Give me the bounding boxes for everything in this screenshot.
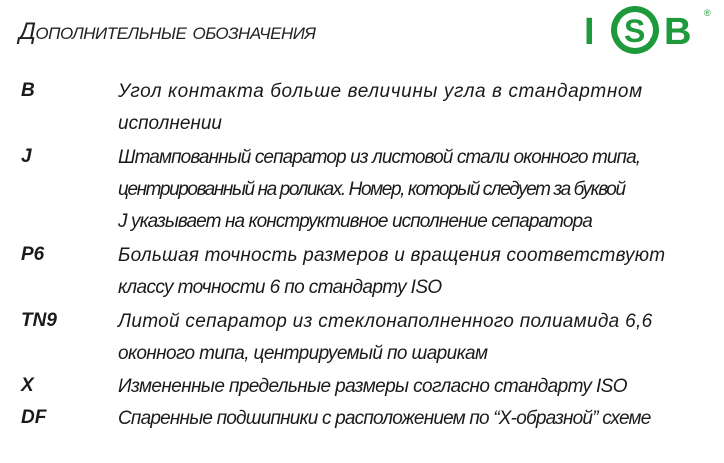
page-title: Дополнительные обозначения (19, 18, 316, 45)
logo-letter-b: B (664, 11, 692, 53)
description-line: классу точности 6 по стандарту ISO (118, 277, 442, 298)
description-line: Штампованный сепаратор из листовой стали оконного типа, (118, 147, 641, 168)
entry-code: B (21, 80, 35, 101)
isb-logo (580, 2, 720, 58)
entry-code: P6 (21, 244, 45, 265)
description-line: Угол контакта больше величины угла в стандартном (118, 81, 643, 102)
description-line: J указывает на конструктивное исполнение сепаратора (118, 211, 592, 232)
logo-letter-i: I (584, 11, 595, 53)
logo-letter-s: S (624, 13, 646, 49)
entry-code: TN9 (21, 310, 57, 331)
description-line: центрированный на роликах. Номер, который следует за буквой (118, 179, 625, 200)
entry-description (118, 240, 678, 304)
description-line: Литой сепаратор из стеклонаполненного полиамида 6,6 (118, 311, 653, 332)
entry-code: X (21, 375, 34, 396)
entry-description (118, 142, 678, 238)
entry-code: DF (21, 407, 47, 428)
entry-description (118, 306, 678, 370)
entry-description (118, 76, 678, 140)
entry-description (118, 371, 678, 403)
registered-mark: ® (704, 8, 711, 18)
entry-code: J (21, 146, 32, 167)
description-line: оконного типа, центрируемый по шарикам (118, 343, 488, 364)
description-line: Большая точность размеров и вращения соответствуют (118, 245, 666, 266)
description-line: исполнении (118, 113, 222, 134)
description-line: Спаренные подшипники с расположением по “X-образной” схеме (118, 408, 651, 429)
description-line: Измененные предельные размеры согласно стандарту ISO (118, 376, 627, 397)
entry-description (118, 403, 678, 435)
